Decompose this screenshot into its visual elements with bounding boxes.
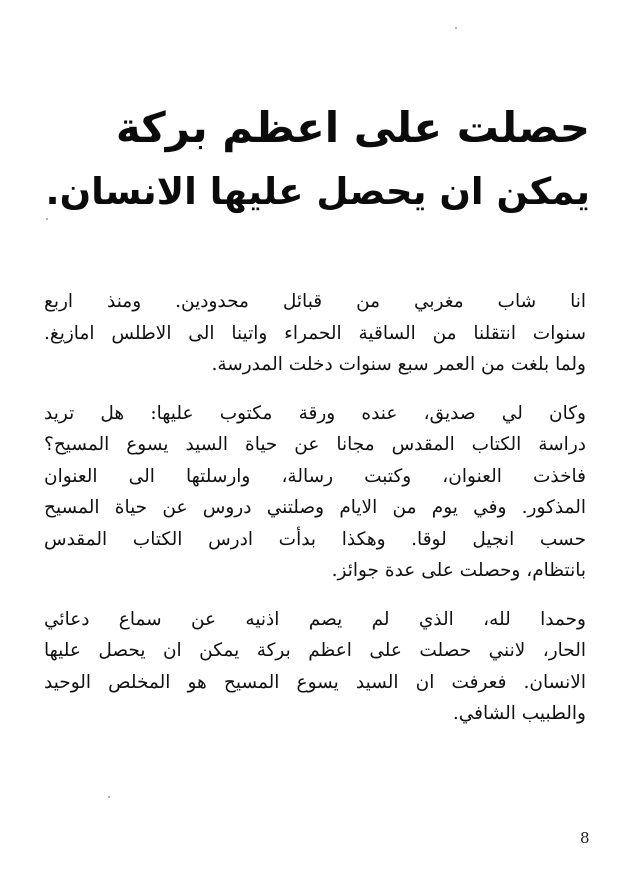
text-line: وكان لي صديق، عنده ورقة مكتوب عليها: هل تريد — [44, 402, 586, 424]
text-line: انا شاب مغربي من قبائل محدودين. ومنذ اربع — [44, 291, 586, 312]
text-line: الحار، لانني حصلت على اعظم بركة يمكن ان يحصل عليها — [44, 640, 586, 661]
scan-speck — [108, 796, 110, 798]
text-line: بانتظام، وحصلت على عدة جوائز. — [331, 560, 586, 581]
scan-speck — [455, 27, 457, 29]
page-title — [40, 96, 590, 224]
text-line: ولما بلغت من العمر سبع سنوات دخلت المدرسة. — [211, 354, 586, 375]
scan-speck — [46, 218, 48, 220]
text-line: دراسة الكتاب المقدس مجانا عن حياة السيد يسوع المسيح؟ — [44, 434, 586, 455]
title-line: يمكن ان يحصل عليها الانسان. — [45, 170, 590, 213]
text-line: المذكور. وفي يوم من الايام وصلتني دروس عن حياة المسيح — [44, 497, 586, 518]
paragraph — [44, 604, 586, 730]
text-line: سنوات انتقلنا من الساقية الحمراء واتينا الى الاطلس امازيغ. — [44, 322, 586, 344]
text-line: والطبيب الشافي. — [452, 703, 586, 724]
body-text — [44, 286, 586, 747]
text-line: وحمدا لله، الذي لم يصم اذنيه عن سماع دعائي — [44, 608, 586, 630]
text-line: حسب انجيل لوقا. وهكذا بدأت ادرس الكتاب المقدس — [44, 528, 586, 550]
text-line: فاخذت العنوان، وكتبت رسالة، وارسلتها الى العنوان — [44, 465, 586, 487]
paragraph — [44, 286, 586, 381]
text-line: الانسان. فعرفت ان السيد يسوع المسيح هو المخلص الوحيد — [44, 671, 586, 693]
title-line: حصلت على اعظم بركة — [115, 103, 590, 152]
paragraph — [44, 398, 586, 587]
page-number: 8 — [580, 829, 590, 847]
